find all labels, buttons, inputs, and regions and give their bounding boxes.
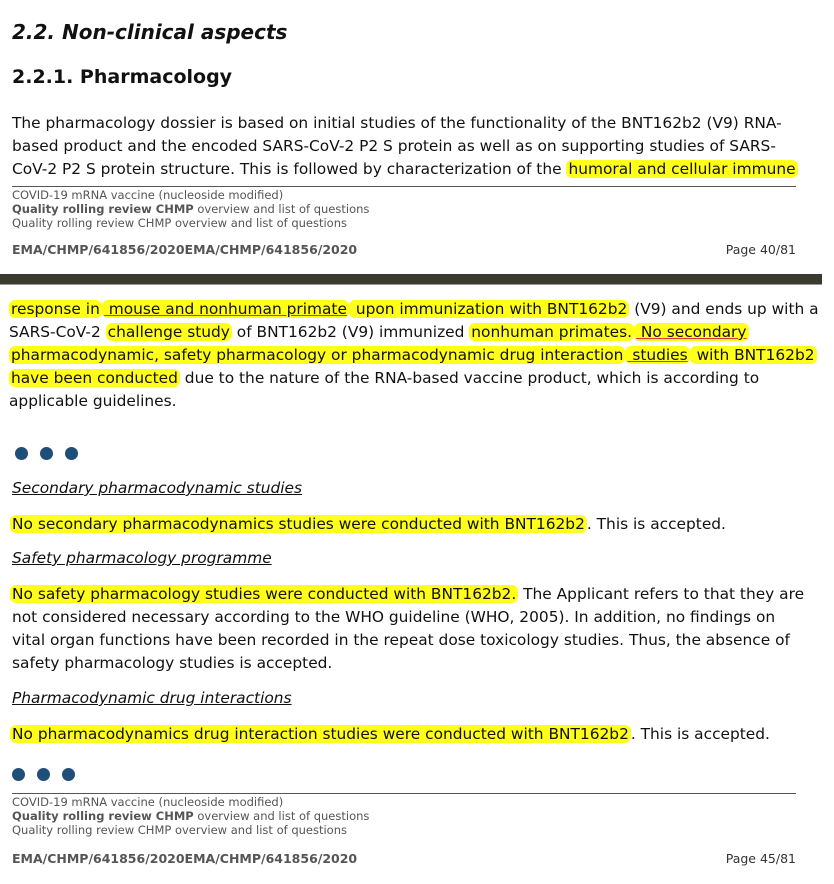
dot-icon	[37, 768, 50, 781]
dot-icon	[65, 447, 78, 460]
secondary-paragraph: No secondary pharmacodynamics studies were conducted with BNT162b2 . This is accepted.	[12, 515, 726, 533]
pharmacology-paragraph: The pharmacology dossier is based on initial studies of the functionality of the BNT162b2 (V9) RNA- based product and the encoded SARS-CoV-2 P2 S protein as well as on supporting studies of SARS- CoV-2 P2 S protein structure. This is followed by characterization of the humoral and cellular immune	[12, 114, 796, 178]
page-number: Page 40/81	[725, 242, 796, 257]
section-heading: 2.2. Non-clinical aspects	[12, 20, 288, 44]
ellipsis-dots	[15, 447, 78, 460]
dot-icon	[40, 447, 53, 460]
continuation-paragraph: response in mouse and nonhuman primate upon immunization with BNT162b2 (V9) and ends up with a SARS-CoV-2 challenge study of BNT162b2 (V9) immunized nonhuman primates. No secondary pharmacodynamic, safety pharmacology or pharmacodynamic drug interaction studies with BNT162b2 have been conducted due to the nature of the RNA-based vaccine product, which is according to applicable guidelines.	[9, 300, 819, 410]
heading-drug-interactions: Pharmacodynamic drug interactions	[12, 689, 292, 707]
subsection-heading: 2.2.1. Pharmacology	[12, 66, 233, 88]
safety-paragraph: No safety pharmacology studies were conducted with BNT162b2. The Applicant refers to that they are not considered necessary according to the WHO guideline (WHO, 2005). In addition, no findings on vital organ functions have been recorded in the repeat dose toxicology studies. Thus, the absence of safety pharmacology studies is accepted.	[12, 585, 805, 672]
dot-icon	[15, 447, 28, 460]
highlight: humoral and cellular immune	[568, 160, 796, 178]
page-footer: COVID-19 mRNA vaccine (nucleoside modified) Quality rolling review CHMP overview and list of questions Quality rolling review CHMP overview and list of questions	[12, 793, 796, 837]
dot-icon	[62, 768, 75, 781]
document-reference: EMA/CHMP/641856/2020EMA/CHMP/641856/2020	[12, 851, 358, 866]
dot-icon	[12, 768, 25, 781]
ellipsis-dots	[12, 768, 75, 781]
interactions-paragraph: No pharmacodynamics drug interaction studies were conducted with BNT162b2 . This is accepted.	[12, 725, 770, 743]
page-divider	[0, 274, 822, 285]
page-footer: COVID-19 mRNA vaccine (nucleoside modified) Quality rolling review CHMP overview and list of questions Quality rolling review CHMP overview and list of questions	[12, 186, 796, 230]
page-number: Page 45/81	[725, 851, 796, 866]
document-reference: EMA/CHMP/641856/2020EMA/CHMP/641856/2020	[12, 242, 358, 257]
heading-secondary-pharmacodynamics: Secondary pharmacodynamic studies	[12, 479, 303, 497]
heading-safety-pharmacology: Safety pharmacology programme	[12, 549, 272, 567]
